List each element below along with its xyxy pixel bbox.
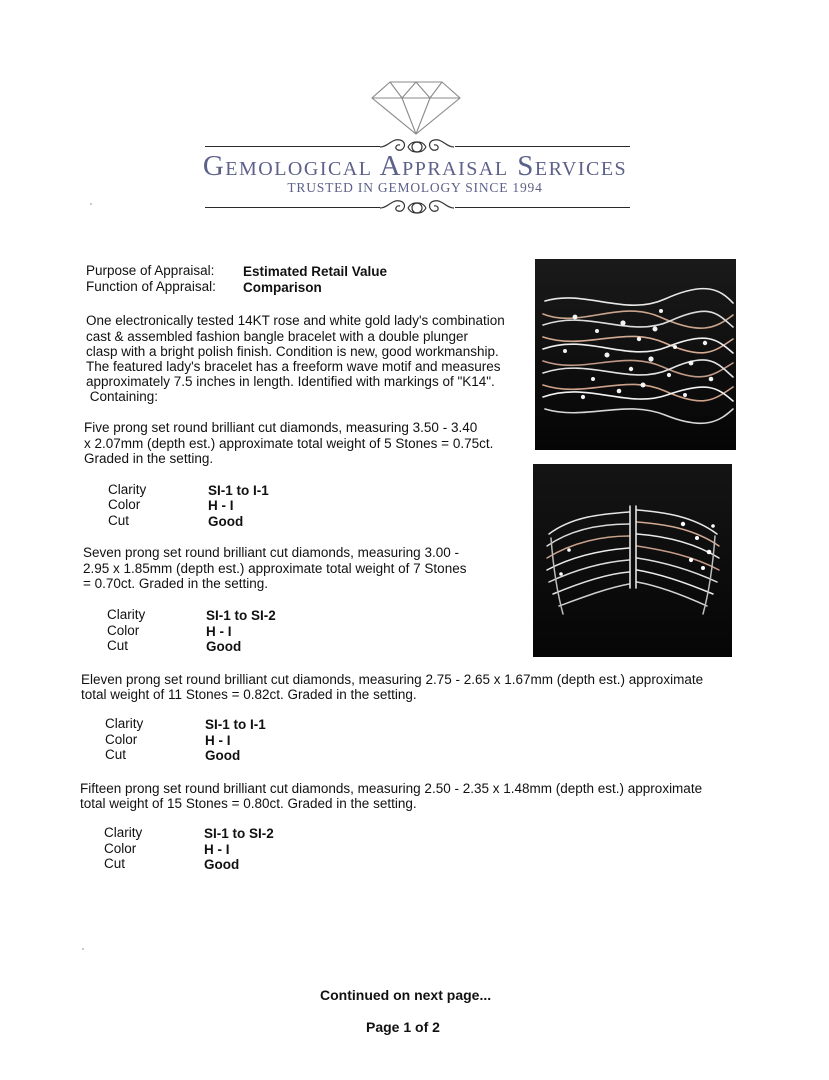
cut-label: Cut [108,513,130,528]
clarity-value: SI-1 to SI-2 [204,826,274,841]
diamond-icon [370,80,462,136]
header-rule [205,207,380,208]
stone-description: total weight of 11 Stones = 0.82ct. Graded in the setting. [81,687,417,702]
stone-description: Eleven prong set round brilliant cut diamonds, measuring 2.75 - 2.65 x 1.67mm (depth est.) approximate [81,672,704,687]
cut-value: Good [205,748,241,763]
color-label: Color [108,497,141,512]
description-line: One electronically tested 14KT rose and white gold lady's combination [86,313,505,328]
header-rule [205,146,380,147]
color-label: Color [104,841,137,856]
clarity-label: Clarity [108,482,147,497]
description-line: clasp with a bright polish finish. Condition is new, good workmanship. [86,344,499,359]
header-rule [455,207,630,208]
company-tagline: TRUSTED IN GEMOLOGY SINCE 1994 [287,180,543,195]
clarity-value: SI-1 to I-1 [208,483,269,498]
scan-speck [90,203,92,205]
stone-description: = 0.70ct. Graded in the setting. [83,576,268,591]
clarity-label: Clarity [105,716,144,731]
color-value: H - I [205,733,231,748]
scan-speck [82,948,84,950]
stone-description: Seven prong set round brilliant cut diamonds, measuring 3.00 - [83,545,459,560]
cut-label: Cut [107,638,129,653]
flourish-ornament [378,195,456,221]
color-label: Color [107,623,140,638]
description-line: cast & assembled fashion bangle bracelet with a double plunger [86,329,468,344]
stone-description: total weight of 15 Stones = 0.80ct. Graded in the setting. [80,796,417,811]
continued-note: Continued on next page... [320,987,492,1003]
clarity-value: SI-1 to I-1 [205,717,266,732]
bracelet-photo-side-view [533,464,732,657]
description-line: The featured lady's bracelet has a freeform wave motif and measures [86,359,501,374]
cut-value: Good [208,514,244,529]
purpose-value: Estimated Retail Value [243,264,388,279]
stone-description: Graded in the setting. [84,451,214,466]
description-line: Containing: [86,389,159,404]
company-name: Gemological Appraisal Services [202,150,628,182]
bracelet-photo-top-view [535,259,736,450]
color-label: Color [105,732,138,747]
stone-description: Five prong set round brilliant cut diamonds, measuring 3.50 - 3.40 [84,420,478,435]
stone-description: x 2.07mm (depth est.) approximate total weight of 5 Stones = 0.75ct. [84,436,494,451]
function-label: Function of Appraisal: [86,279,216,294]
stone-description: Fifteen prong set round brilliant cut diamonds, measuring 2.50 - 2.35 x 1.48mm (depth est.) approximate [80,781,703,796]
header-rule [455,146,630,147]
color-value: H - I [204,842,230,857]
cut-label: Cut [104,856,126,871]
purpose-label: Purpose of Appraisal: [86,263,215,278]
description-line: approximately 7.5 inches in length. Identified with markings of "K14". [86,374,495,389]
color-value: H - I [206,624,232,639]
stone-description: 2.95 x 1.85mm (depth est.) approximate total weight of 7 Stones [83,561,467,576]
clarity-label: Clarity [107,607,146,622]
color-value: H - I [208,498,234,513]
cut-label: Cut [105,747,127,762]
cut-value: Good [206,639,242,654]
clarity-label: Clarity [104,825,143,840]
function-value: Comparison [243,280,322,295]
clarity-value: SI-1 to SI-2 [206,608,276,623]
page-number: Page 1 of 2 [366,1019,440,1035]
cut-value: Good [204,857,240,872]
